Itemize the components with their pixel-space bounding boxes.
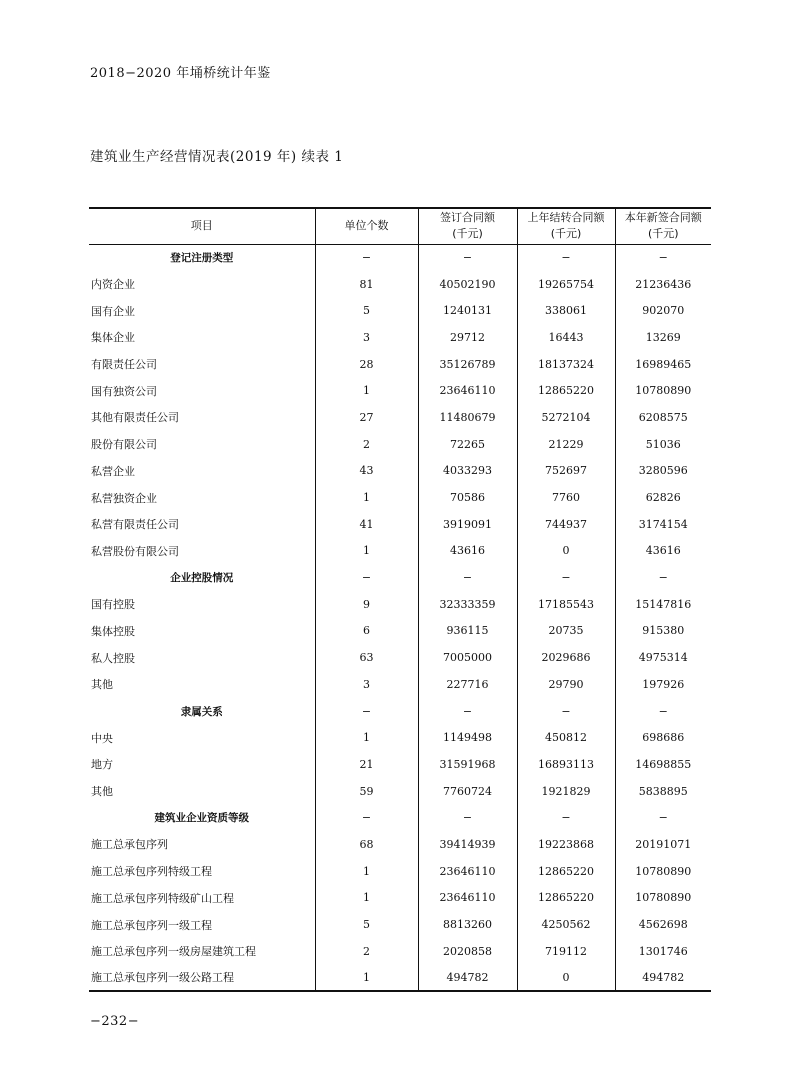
carried-contract-cell: − bbox=[517, 244, 615, 271]
units-cell: 1 bbox=[315, 724, 418, 751]
table-row bbox=[89, 511, 711, 538]
new-contract-cell: 10780890 bbox=[615, 858, 711, 885]
item-label: 私营有限责任公司 bbox=[91, 518, 179, 532]
new-contract-cell: 6208575 bbox=[615, 404, 711, 431]
new-contract-cell: − bbox=[615, 698, 711, 725]
new-contract-cell: − bbox=[615, 564, 711, 591]
running-header: 2018−2020 年埇桥统计年鉴 bbox=[90, 66, 271, 81]
signed-contract-cell: 23646110 bbox=[418, 885, 517, 912]
signed-contract-cell: 7760724 bbox=[418, 778, 517, 805]
signed-contract-cell: 23646110 bbox=[418, 377, 517, 404]
new-contract-cell: 4562698 bbox=[615, 911, 711, 938]
construction-statistics-table bbox=[89, 207, 711, 992]
table-row bbox=[89, 271, 711, 298]
item-label: 其他有限责任公司 bbox=[91, 411, 179, 425]
carried-contract-cell: 19223868 bbox=[517, 831, 615, 858]
table-row bbox=[89, 965, 711, 992]
units-cell: 1 bbox=[315, 538, 418, 565]
carried-contract-cell: 21229 bbox=[517, 431, 615, 458]
section-row bbox=[89, 244, 711, 271]
carried-contract-cell: 2029686 bbox=[517, 644, 615, 671]
section-label: 登记注册类型 bbox=[170, 252, 234, 265]
item-label: 私营股份有限公司 bbox=[91, 544, 179, 558]
table-row bbox=[89, 644, 711, 671]
signed-contract-cell: 7005000 bbox=[418, 644, 517, 671]
item-label: 私人控股 bbox=[91, 651, 135, 665]
units-cell: 2 bbox=[315, 938, 418, 965]
carried-contract-cell: 0 bbox=[517, 538, 615, 565]
table-row bbox=[89, 778, 711, 805]
section-label: 企业控股情况 bbox=[170, 572, 234, 585]
new-contract-cell: 13269 bbox=[615, 324, 711, 351]
units-cell: 68 bbox=[315, 831, 418, 858]
new-contract-cell: 1301746 bbox=[615, 938, 711, 965]
units-cell: 9 bbox=[315, 591, 418, 618]
units-cell: 5 bbox=[315, 297, 418, 324]
signed-contract-cell: − bbox=[418, 698, 517, 725]
new-contract-cell: 14698855 bbox=[615, 751, 711, 778]
new-contract-cell: 20191071 bbox=[615, 831, 711, 858]
signed-contract-cell: 4033293 bbox=[418, 458, 517, 485]
section-row bbox=[89, 564, 711, 591]
carried-contract-cell: 0 bbox=[517, 965, 615, 992]
carried-contract-cell: 16893113 bbox=[517, 751, 615, 778]
item-label: 施工总承包序列特级矿山工程 bbox=[91, 891, 234, 905]
new-contract-cell: 915380 bbox=[615, 618, 711, 645]
new-contract-cell: 10780890 bbox=[615, 377, 711, 404]
new-contract-cell: 3280596 bbox=[615, 458, 711, 485]
units-cell: − bbox=[315, 244, 418, 271]
section-row bbox=[89, 698, 711, 725]
column-header-signed-contract: 签订合同额 (千元) bbox=[418, 208, 517, 244]
carried-contract-cell: − bbox=[517, 698, 615, 725]
column-header-new-contract: 本年新签合同额 (千元) bbox=[615, 208, 711, 244]
carried-contract-cell: 338061 bbox=[517, 297, 615, 324]
signed-contract-cell: 8813260 bbox=[418, 911, 517, 938]
units-cell: 1 bbox=[315, 965, 418, 992]
carried-contract-cell: 4250562 bbox=[517, 911, 615, 938]
page-number: −232− bbox=[90, 1014, 140, 1029]
table-row bbox=[89, 724, 711, 751]
units-cell: 1 bbox=[315, 484, 418, 511]
new-contract-cell: 4975314 bbox=[615, 644, 711, 671]
table-row bbox=[89, 591, 711, 618]
table-body bbox=[89, 244, 711, 991]
units-cell: − bbox=[315, 804, 418, 831]
signed-contract-cell: 227716 bbox=[418, 671, 517, 698]
signed-contract-cell: 31591968 bbox=[418, 751, 517, 778]
table-row bbox=[89, 858, 711, 885]
signed-contract-cell: 40502190 bbox=[418, 271, 517, 298]
carried-contract-cell: 29790 bbox=[517, 671, 615, 698]
new-contract-cell: 494782 bbox=[615, 965, 711, 992]
units-cell: 1 bbox=[315, 377, 418, 404]
units-cell: 3 bbox=[315, 324, 418, 351]
new-contract-cell: 3174154 bbox=[615, 511, 711, 538]
units-cell: − bbox=[315, 698, 418, 725]
item-label: 私营独资企业 bbox=[91, 491, 157, 505]
carried-contract-cell: 1921829 bbox=[517, 778, 615, 805]
section-row bbox=[89, 804, 711, 831]
signed-contract-cell: 35126789 bbox=[418, 351, 517, 378]
new-contract-cell: 43616 bbox=[615, 538, 711, 565]
carried-contract-cell: 12865220 bbox=[517, 858, 615, 885]
units-cell: 28 bbox=[315, 351, 418, 378]
column-header-item: 项目 bbox=[190, 219, 213, 233]
new-contract-cell: 902070 bbox=[615, 297, 711, 324]
units-cell: 81 bbox=[315, 271, 418, 298]
units-cell: 27 bbox=[315, 404, 418, 431]
item-label: 国有独资公司 bbox=[91, 384, 157, 398]
item-label: 国有控股 bbox=[91, 598, 135, 612]
units-cell: − bbox=[315, 564, 418, 591]
item-label: 其他 bbox=[91, 678, 113, 692]
table-row bbox=[89, 618, 711, 645]
carried-contract-cell: − bbox=[517, 804, 615, 831]
new-contract-cell: 5838895 bbox=[615, 778, 711, 805]
signed-contract-cell: 1149498 bbox=[418, 724, 517, 751]
carried-contract-cell: 744937 bbox=[517, 511, 615, 538]
units-cell: 21 bbox=[315, 751, 418, 778]
item-label: 有限责任公司 bbox=[91, 358, 157, 372]
signed-contract-cell: 936115 bbox=[418, 618, 517, 645]
signed-contract-cell: 23646110 bbox=[418, 858, 517, 885]
carried-contract-cell: − bbox=[517, 564, 615, 591]
table-row bbox=[89, 938, 711, 965]
signed-contract-cell: 1240131 bbox=[418, 297, 517, 324]
item-label: 施工总承包序列特级工程 bbox=[91, 865, 212, 879]
units-cell: 1 bbox=[315, 885, 418, 912]
carried-contract-cell: 12865220 bbox=[517, 885, 615, 912]
table-row bbox=[89, 324, 711, 351]
item-label: 私营企业 bbox=[91, 464, 135, 478]
new-contract-cell: 21236436 bbox=[615, 271, 711, 298]
table-row bbox=[89, 297, 711, 324]
table-row bbox=[89, 538, 711, 565]
column-header-carried-contract: 上年结转合同额 (千元) bbox=[517, 208, 615, 244]
signed-contract-cell: 3919091 bbox=[418, 511, 517, 538]
table-row bbox=[89, 751, 711, 778]
carried-contract-cell: 16443 bbox=[517, 324, 615, 351]
item-label: 施工总承包序列一级房屋建筑工程 bbox=[91, 945, 256, 959]
units-cell: 59 bbox=[315, 778, 418, 805]
carried-contract-cell: 7760 bbox=[517, 484, 615, 511]
carried-contract-cell: 719112 bbox=[517, 938, 615, 965]
carried-contract-cell: 17185543 bbox=[517, 591, 615, 618]
units-cell: 63 bbox=[315, 644, 418, 671]
signed-contract-cell: 29712 bbox=[418, 324, 517, 351]
signed-contract-cell: − bbox=[418, 564, 517, 591]
new-contract-cell: 16989465 bbox=[615, 351, 711, 378]
signed-contract-cell: 43616 bbox=[418, 538, 517, 565]
new-contract-cell: 10780890 bbox=[615, 885, 711, 912]
item-label: 集体企业 bbox=[91, 331, 135, 345]
signed-contract-cell: 2020858 bbox=[418, 938, 517, 965]
signed-contract-cell: 70586 bbox=[418, 484, 517, 511]
new-contract-cell: 698686 bbox=[615, 724, 711, 751]
item-label: 集体控股 bbox=[91, 624, 135, 638]
column-header-units: 单位个数 bbox=[315, 208, 418, 244]
table-row bbox=[89, 351, 711, 378]
item-label: 国有企业 bbox=[91, 304, 135, 318]
table-header bbox=[89, 208, 711, 244]
item-label: 施工总承包序列 bbox=[91, 838, 168, 852]
table-row bbox=[89, 671, 711, 698]
signed-contract-cell: 11480679 bbox=[418, 404, 517, 431]
table-row bbox=[89, 831, 711, 858]
new-contract-cell: − bbox=[615, 244, 711, 271]
table-row bbox=[89, 911, 711, 938]
item-label: 股份有限公司 bbox=[91, 438, 157, 452]
carried-contract-cell: 20735 bbox=[517, 618, 615, 645]
signed-contract-cell: 72265 bbox=[418, 431, 517, 458]
units-cell: 5 bbox=[315, 911, 418, 938]
units-cell: 2 bbox=[315, 431, 418, 458]
new-contract-cell: 197926 bbox=[615, 671, 711, 698]
table-row bbox=[89, 885, 711, 912]
item-label: 其他 bbox=[91, 785, 113, 799]
item-label: 施工总承包序列一级工程 bbox=[91, 918, 212, 932]
item-label: 地方 bbox=[91, 758, 113, 772]
signed-contract-cell: 494782 bbox=[418, 965, 517, 992]
units-cell: 1 bbox=[315, 858, 418, 885]
carried-contract-cell: 450812 bbox=[517, 724, 615, 751]
signed-contract-cell: − bbox=[418, 804, 517, 831]
carried-contract-cell: 752697 bbox=[517, 458, 615, 485]
table-title: 建筑业生产经营情况表(2019 年) 续表 1 bbox=[90, 149, 344, 165]
carried-contract-cell: 5272104 bbox=[517, 404, 615, 431]
units-cell: 43 bbox=[315, 458, 418, 485]
units-cell: 6 bbox=[315, 618, 418, 645]
units-cell: 3 bbox=[315, 671, 418, 698]
new-contract-cell: − bbox=[615, 804, 711, 831]
item-label: 施工总承包序列一级公路工程 bbox=[91, 971, 234, 985]
signed-contract-cell: 32333359 bbox=[418, 591, 517, 618]
signed-contract-cell: − bbox=[418, 244, 517, 271]
table-row bbox=[89, 431, 711, 458]
table-row bbox=[89, 458, 711, 485]
new-contract-cell: 15147816 bbox=[615, 591, 711, 618]
carried-contract-cell: 12865220 bbox=[517, 377, 615, 404]
carried-contract-cell: 18137324 bbox=[517, 351, 615, 378]
table-row bbox=[89, 404, 711, 431]
signed-contract-cell: 39414939 bbox=[418, 831, 517, 858]
new-contract-cell: 51036 bbox=[615, 431, 711, 458]
carried-contract-cell: 19265754 bbox=[517, 271, 615, 298]
new-contract-cell: 62826 bbox=[615, 484, 711, 511]
table-row bbox=[89, 377, 711, 404]
item-label: 中央 bbox=[91, 731, 113, 745]
section-label: 建筑业企业资质等级 bbox=[154, 812, 249, 825]
statistics-table-container bbox=[89, 207, 711, 992]
units-cell: 41 bbox=[315, 511, 418, 538]
table-row bbox=[89, 484, 711, 511]
section-label: 隶属关系 bbox=[180, 705, 223, 718]
item-label: 内资企业 bbox=[91, 278, 135, 292]
